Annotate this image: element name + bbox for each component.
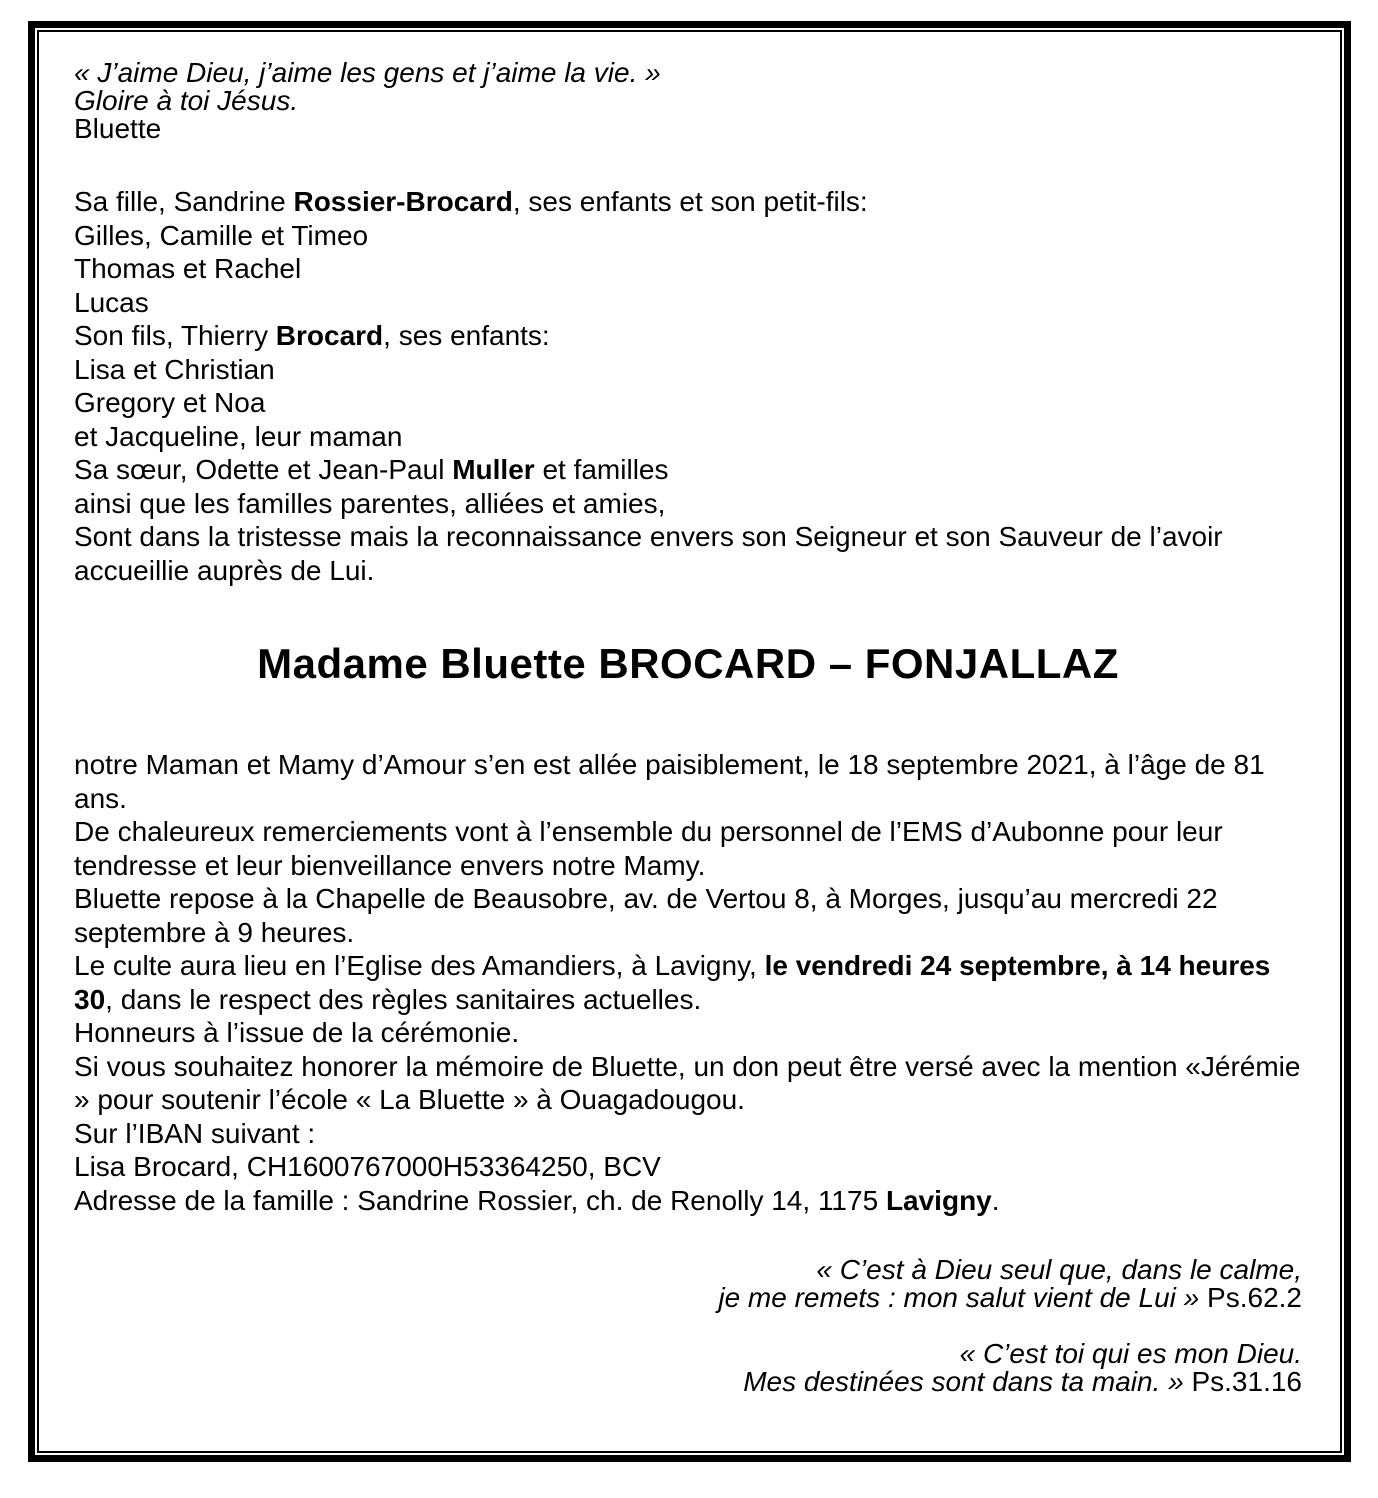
closing-quote-2-line-2 [74, 1368, 1302, 1396]
text-segment: Lavigny [885, 1184, 992, 1216]
notice-paragraph-service [74, 949, 1302, 1016]
notice-body-block [74, 748, 1302, 1217]
text-segment: « C’est à Dieu seul que, dans le calme, [816, 1254, 1302, 1285]
text-segment: Mes destinées sont dans ta main. » [743, 1366, 1192, 1397]
family-announcement-block [74, 185, 1302, 587]
text-segment: . [991, 1184, 1000, 1216]
deceased-name-title: Madame Bluette BROCARD – FONJALLAZ [257, 640, 1119, 687]
notice-paragraph-thanks: De chaleureux remerciements vont à l’ensemble du personnel de l’EMS d’Aubonne pour leur tendresse et leur bienveillance envers notre Mamy. [74, 816, 1223, 881]
text-segment: Le culte aura lieu en l’Eglise des Amandiers, à Lavigny, [74, 950, 765, 981]
family-line-sister [74, 453, 1302, 487]
family-line-daughter [74, 185, 1302, 219]
family-line-grandchildren-3: Lucas [74, 286, 149, 318]
text-segment: Son fils, Thierry [74, 320, 276, 351]
text-segment: , ses enfants: [383, 320, 550, 351]
epigraph-line-2 [74, 87, 1302, 115]
family-line-grandchildren-2: Thomas et Rachel [74, 253, 302, 284]
text-segment: je me remets : mon salut vient de Lui » [718, 1282, 1208, 1313]
text-segment: le vendredi 24 septembre, à 14 heures 30 [74, 950, 1271, 1015]
notice-paragraph-donation: Si vous souhaitez honorer la mémoire de Bluette, un don peut être versé avec la mention «Jérémie » pour soutenir l’école « La Bluette » à Ouagadougou. [74, 1050, 1301, 1115]
text-segment: Sa sœur, Odette et Jean-Paul [74, 454, 453, 485]
closing-quote-psalm-62 [74, 1256, 1302, 1312]
text-segment: , dans le respect des règles sanitaires actuelles. [105, 983, 702, 1015]
family-line-son [74, 319, 1302, 353]
family-line-sorrow: Sont dans la tristesse mais la reconnaissance envers son Seigneur et son Sauveur de l’avoir accueillie auprès de Lui. [74, 521, 1223, 586]
page-border-frame [28, 21, 1351, 1462]
text-segment: « J’aime Dieu, j’aime les gens et j’aime la vie. » [74, 57, 661, 88]
text-segment: Ps.62.2 [1207, 1282, 1302, 1313]
text-segment: , ses enfants et son petit-fils: [512, 186, 868, 217]
notice-paragraph-chapel: Bluette repose à la Chapelle de Beausobre, av. de Vertou 8, à Morges, jusqu’au mercredi 22 septembre à 9 heures. [74, 883, 1218, 948]
text-segment: Brocard [275, 320, 384, 351]
notice-paragraph-iban-label: Sur l’IBAN suivant : [74, 1117, 316, 1149]
text-segment: « C’est toi qui es mon Dieu. [959, 1338, 1302, 1369]
closing-quote-1-line-1 [74, 1256, 1302, 1284]
family-line-son-children-2: Gregory et Noa [74, 387, 266, 418]
family-line-grandchildren-1: Gilles, Camille et Timeo [74, 219, 369, 251]
closing-quote-2-line-1 [74, 1340, 1302, 1368]
text-segment: Ps.31.16 [1191, 1366, 1302, 1397]
text-segment: Gloire à toi Jésus. [74, 85, 299, 116]
text-segment: et familles [534, 454, 669, 485]
text-segment: Rossier-Brocard [293, 186, 513, 217]
notice-paragraph-iban-value: Lisa Brocard, CH1600767000H53364250, BCV [74, 1151, 661, 1182]
closing-quote-psalm-31 [74, 1340, 1302, 1396]
epigraph-line-1 [74, 59, 1302, 87]
notice-paragraph-death: notre Maman et Mamy d’Amour s’en est allée paisiblement, le 18 septembre 2021, à l’âge de 81 ans. [74, 749, 1265, 814]
notice-paragraph-family-address [74, 1184, 1302, 1218]
text-segment: Bluette [74, 113, 162, 144]
epigraph-quote-block [74, 59, 1302, 143]
epigraph-signature [74, 115, 1302, 143]
text-segment: Adresse de la famille : Sandrine Rossier, ch. de Renolly 14, 1175 [74, 1184, 886, 1216]
family-line-relatives: ainsi que les familles parentes, alliées et amies, [74, 487, 666, 519]
family-line-son-children-1: Lisa et Christian [74, 353, 275, 385]
closing-quote-1-line-2 [74, 1284, 1302, 1312]
text-segment: Muller [452, 454, 535, 485]
notice-paragraph-honors: Honneurs à l’issue de la cérémonie. [74, 1017, 520, 1048]
family-line-mother: et Jacqueline, leur maman [74, 420, 403, 452]
page-inner-border [37, 30, 1342, 1453]
text-segment: Sa fille, Sandrine [74, 186, 294, 217]
